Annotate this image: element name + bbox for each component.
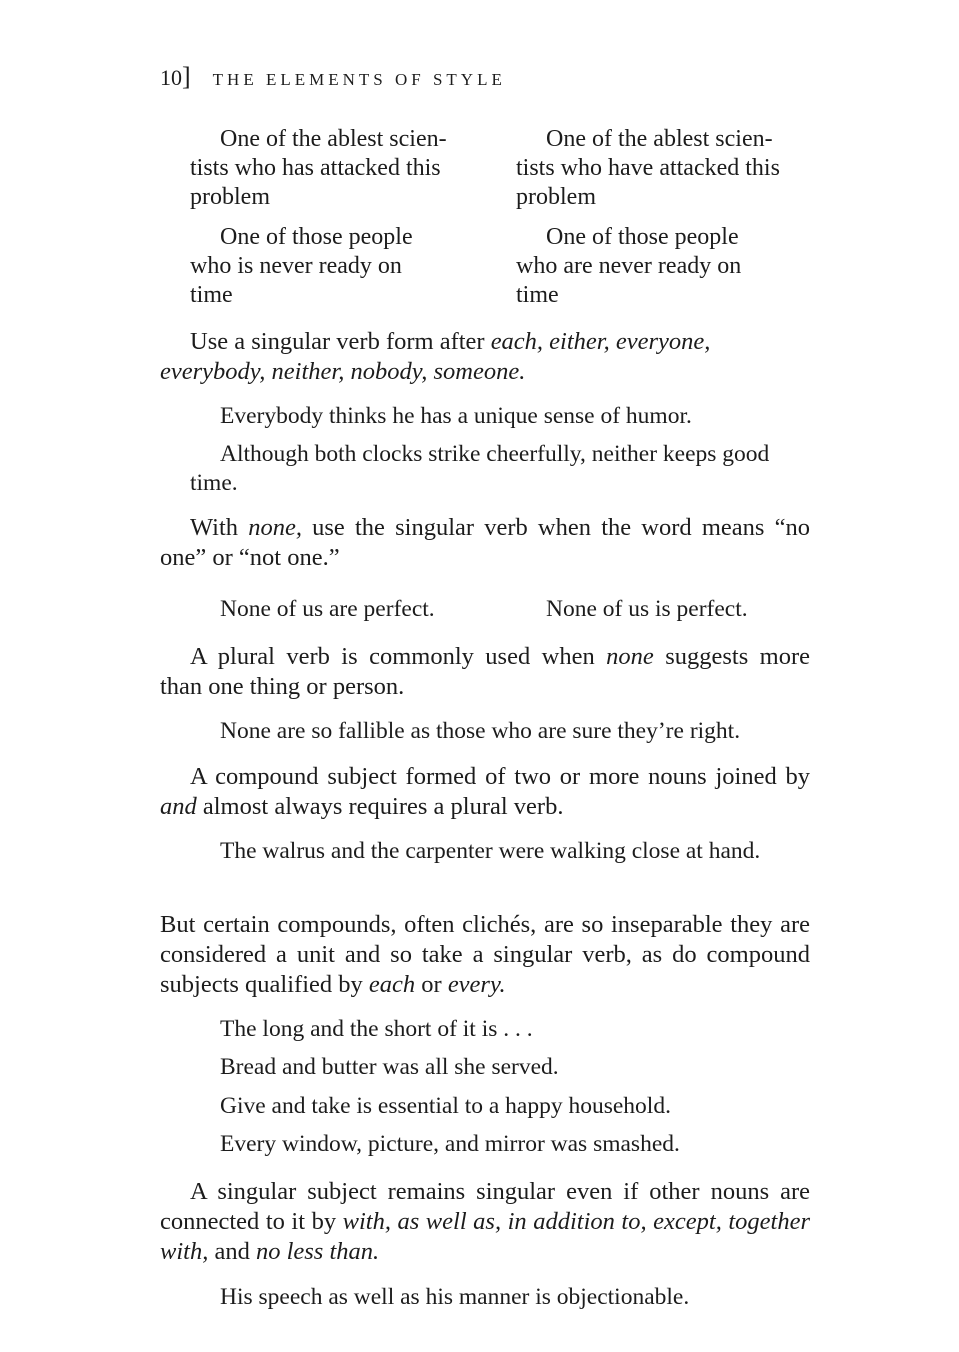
example-incorrect-2 (190, 223, 413, 310)
text-run: A plural verb is commonly used when (190, 643, 607, 670)
example-sentence: Give and take is essential to a happy household. (220, 1093, 671, 1119)
example-line: problem (190, 184, 270, 210)
header-bracket: ] (182, 62, 191, 91)
example-line: who is never ready on (190, 253, 402, 279)
book-title: THE ELEMENTS OF STYLE (212, 70, 506, 89)
rule-paragraph-inseparable-compounds (160, 910, 810, 1000)
italic-term: none (606, 643, 654, 670)
rule-paragraph-compound-subject (160, 762, 810, 822)
italic-term: each, either, everyone, (490, 328, 711, 355)
example-correct-none: None of us is perfect. (546, 596, 748, 622)
example-line: time (190, 282, 233, 308)
italic-term: everybody, neither, nobody, someone. (160, 358, 526, 385)
rule-paragraph-none (160, 513, 810, 573)
italic-term: no less than. (255, 1238, 380, 1265)
text-run: With (190, 514, 249, 541)
text-run: or (415, 971, 448, 998)
example-line: One of the ablest scien- (220, 126, 447, 152)
example-line: One of the ablest scien- (546, 126, 773, 152)
example-line: who are never ready on (516, 253, 742, 279)
italic-term: none, (248, 514, 302, 541)
text-run: But certain compounds, often clichés, are so inseparable they are considered a unit and so take a singular verb, as do compound subjects qualified by (160, 911, 810, 998)
example-correct-2 (516, 223, 741, 310)
page-number: 10 (160, 65, 182, 90)
example-sentence: Although both clocks strike cheerfully, neither keeps good time. (190, 441, 770, 496)
text-run: almost always requires a plural verb. (196, 793, 564, 820)
example-sentence: None are so fallible as those who are sure they’re right. (220, 718, 741, 744)
text-run: and (208, 1238, 256, 1265)
text-run: Use a singular verb form after (190, 328, 491, 355)
rule-paragraph-plural-none (160, 642, 810, 702)
example-line: time (516, 282, 559, 308)
text-run: A compound subject formed of two or more nouns joined by (190, 763, 810, 790)
rule-paragraph-singular-verb (160, 327, 810, 387)
italic-term: with, as well as, in addition to, except, together with, (160, 1208, 810, 1265)
example-incorrect-1 (190, 125, 447, 212)
example-sentence: The long and the short of it is . . . (220, 1016, 533, 1042)
text-run: suggests more than one thing or person. (160, 643, 810, 700)
example-incorrect-none: None of us are perfect. (220, 596, 435, 622)
example-sentence: His speech as well as his manner is objectionable. (220, 1284, 690, 1310)
example-sentence: Every window, picture, and mirror was smashed. (220, 1131, 680, 1157)
example-sentence: Everybody thinks he has a unique sense of humor. (220, 403, 692, 429)
example-line: tists who has attacked this (190, 155, 441, 181)
rule-paragraph-singular-subject (160, 1177, 810, 1267)
example-line: problem (516, 184, 596, 210)
example-line: tists who have attacked this (516, 155, 780, 181)
italic-term: each (368, 971, 416, 998)
italic-term: and (160, 793, 197, 820)
example-line: One of those people (220, 224, 413, 250)
running-header (160, 62, 506, 92)
example-correct-1 (516, 125, 780, 212)
text-run: A singular subject remains singular even if other nouns are connected to it by (160, 1178, 810, 1235)
example-line: One of those people (546, 224, 739, 250)
text-run: use the singular verb when the word means “no one” or “not one.” (160, 514, 810, 571)
example-sentence: Bread and butter was all she served. (220, 1054, 559, 1080)
italic-term: every. (447, 971, 506, 998)
example-sentence: The walrus and the carpenter were walking close at hand. (220, 838, 761, 864)
